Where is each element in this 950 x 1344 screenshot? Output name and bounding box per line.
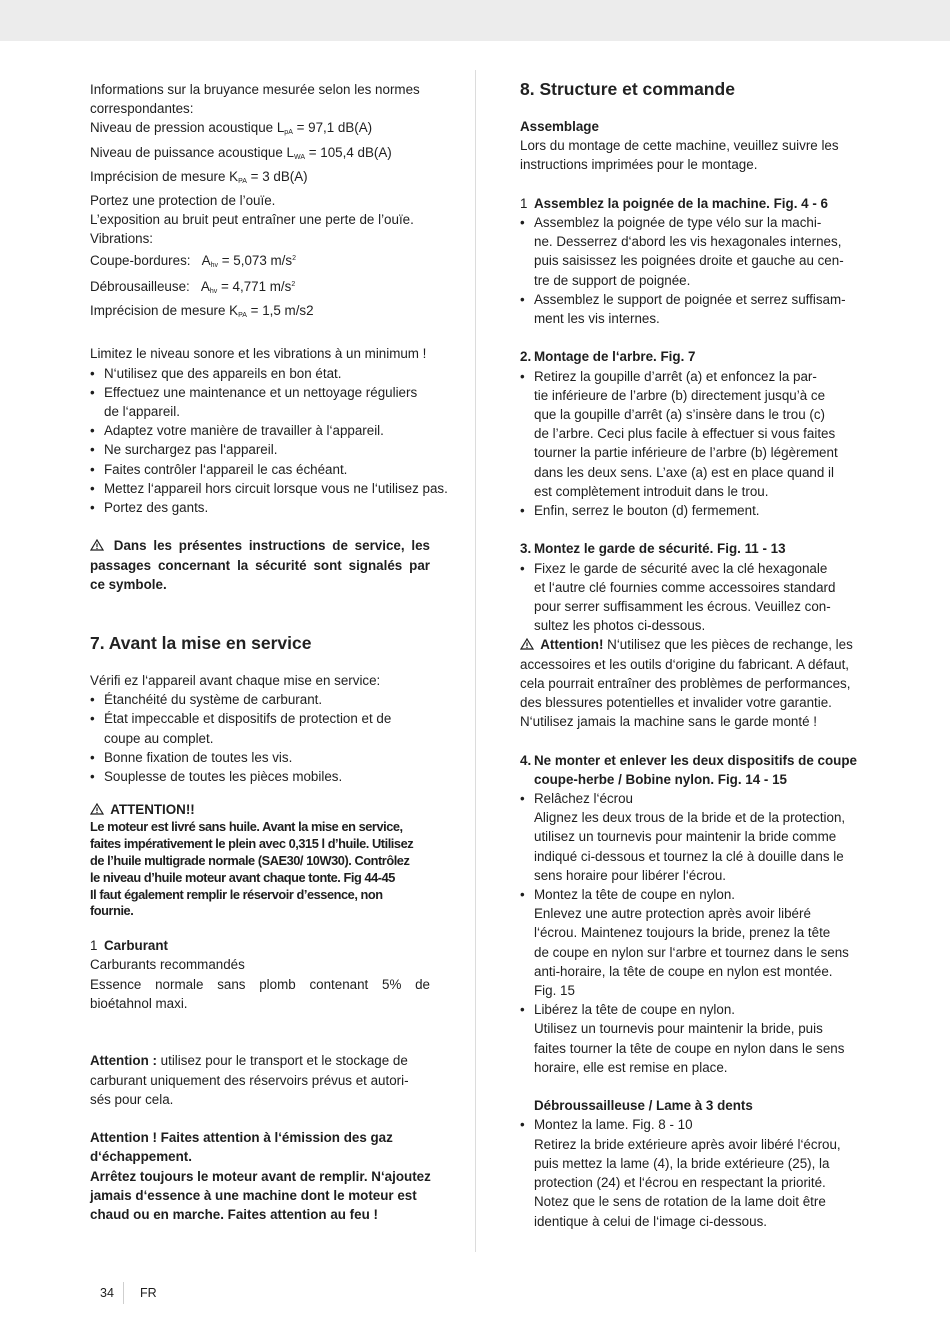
ear-protection: Portez une protection de l’ouïe.	[90, 193, 276, 209]
assembly-title: Assemblage	[520, 119, 599, 134]
list-item-continuation: est complètement introduit dans le trou.	[534, 483, 769, 499]
step-3-list	[520, 559, 860, 636]
list-item-continuation: puis saisissez les poignées droite et gauche au cen-	[534, 253, 844, 269]
list-item-text: • Assemblez le support de poignée et serrez suffisam-	[520, 290, 860, 309]
noise-intro	[90, 80, 430, 118]
list-item-continuation: tourner la partie inférieure de l’arbre (b) légèrement	[534, 445, 838, 461]
text-line: Informations sur la bruyance mesurée selon les normes	[90, 82, 420, 97]
list-item	[90, 748, 430, 767]
list-item	[520, 501, 860, 520]
list-item	[90, 421, 430, 440]
list-item	[520, 213, 860, 290]
vibration-trimmer: Coupe-bordures: $A_{hv} = 5,073$ $m/s^2$	[90, 252, 296, 269]
list-item-text: • Adaptez votre manière de travailler à l‘appareil.	[90, 421, 430, 440]
list-item-continuation: pour serrer suffisamment les écrous. Veuillez con-	[534, 599, 831, 615]
text-line: le niveau d’huile moteur avant chaque tonte. Fig 44-45	[90, 869, 395, 885]
list-item-continuation: Fig. 15	[534, 983, 575, 999]
list-item-text: • Enfin, serrez le bouton (d) fermement.	[520, 501, 860, 520]
text-line: d‘échappement.	[90, 1149, 192, 1165]
list-item-text: • Portez des gants.	[90, 498, 430, 517]
list-item	[520, 789, 860, 885]
text-line: Attention ! Faites attention à l‘émission des gaz	[90, 1130, 393, 1146]
list-item-continuation: sultez les photos ci-dessous.	[534, 618, 706, 634]
left-column	[90, 80, 448, 1224]
list-item-continuation: de l‘appareil.	[104, 404, 180, 420]
column-divider	[475, 70, 476, 1252]
list-item-continuation: faites tourner la tête de coupe en nylon dans le sens	[534, 1040, 845, 1056]
list-item-text: • Montez la tête de coupe en nylon.	[520, 885, 860, 904]
vibrations-label: Vibrations:	[90, 231, 154, 247]
section-7-title: 7. Avant la mise en service	[90, 633, 312, 654]
assembly-text	[520, 136, 860, 174]
list-item-continuation: dans les deux sens. L’axe (a) est en place quand il	[534, 464, 834, 480]
list-item	[520, 885, 860, 1000]
sound-pressure-level: Niveau de pression acoustique $L_{pA} = 97,1$ dB(A)	[90, 120, 373, 137]
list-item-continuation: puis mettez la lame (4), la bride extérieure (25), la	[534, 1155, 830, 1171]
text-line: correspondantes:	[90, 101, 194, 117]
text-line: Lors du montage de cette machine, veuillez suivre les	[520, 138, 839, 154]
list-item	[90, 440, 430, 459]
list-item	[520, 1000, 860, 1077]
list-item-continuation: identique à celui de l‘image ci-dessous.	[534, 1213, 767, 1229]
list-item-continuation: l‘écrou. Maintenez toujours la bride, prenez la tête	[534, 925, 831, 941]
vibration-brushcutter: Débrousailleuse: $A_{hv} = 4,771$ $m/s^2$	[90, 278, 296, 295]
list-item-text: • Effectuez une maintenance et un nettoyage réguliers	[90, 383, 430, 402]
top-band	[0, 0, 950, 41]
step-4-list	[520, 789, 860, 1077]
noise-uncertainty: Imprécision de mesure $K_{PA} = 3$ dB(A)	[90, 168, 308, 185]
fuel-bioethanol: bioétahnol maxi.	[90, 995, 188, 1011]
list-item	[90, 709, 430, 747]
warning-triangle-icon	[520, 638, 534, 650]
page-number: 34	[100, 1286, 114, 1300]
list-item-continuation: Alignez les deux trous de la bride et de la protection,	[534, 810, 846, 826]
list-item-text: • Montez la lame. Fig. 8 - 10	[520, 1115, 860, 1134]
list-item-text: • État impeccable et dispositifs de protection et de	[90, 709, 430, 728]
list-item	[520, 290, 860, 328]
list-item	[90, 479, 448, 498]
text-line: jamais d‘essence à une machine dont le moteur est	[90, 1187, 417, 1203]
step-1-heading: 1 Assemblez la poignée de la machine. Fig. 4 - 6	[520, 195, 828, 211]
sound-power-level: Niveau de puissance acoustique $L_{WA} = 105,4$ dB(A)	[90, 144, 392, 161]
list-item-text: • Relâchez l‘écrou	[520, 789, 860, 808]
list-item-continuation: Retirez la bride extérieure après avoir libéré l‘écrou,	[534, 1136, 841, 1152]
warning-triangle-icon	[90, 539, 104, 551]
transport-note: Attention : utilisez pour le transport et le stockage de carburant uniquement des réservoirs prévus et autori- sés pour cela.	[90, 1053, 409, 1107]
list-item	[90, 460, 430, 479]
list-item	[90, 498, 430, 517]
step-2-heading: 2. Montage de l‘arbre. Fig. 7	[520, 349, 696, 365]
blade-list	[520, 1115, 860, 1230]
list-item	[520, 559, 860, 636]
list-item-continuation: tre de support de poignée.	[534, 272, 691, 288]
text-line: fournie.	[90, 903, 134, 919]
warning-triangle-icon	[90, 803, 104, 815]
right-column	[520, 80, 860, 1231]
list-item-continuation: utilisez un tournevis pour maintenir la bride comme	[534, 829, 837, 845]
blade-title: Débroussailleuse / Lame à 3 dents	[534, 1098, 753, 1114]
list-item	[90, 767, 430, 786]
fuel-heading: 1 Carburant	[90, 938, 168, 954]
step-4-heading: 4. Ne monter et enlever les deux dispositifs de coupe coupe-herbe / Bobine nylon. Fig. 14 - 15	[520, 752, 857, 787]
text-line: Il faut également remplir le réservoir d’essence, non	[90, 886, 383, 902]
list-item-continuation: indiqué ci-dessous et tournez la clé à douille dans le	[534, 848, 844, 864]
limit-intro: Limitez le niveau sonore et les vibrations à un minimum !	[90, 346, 427, 362]
text-line: Le moteur est livré sans huile. Avant la mise en service,	[90, 819, 403, 835]
limit-list	[90, 364, 448, 518]
safety-note: Dans les présentes instructions de service, les passages concernant la sécurité sont signalés par ce symbole.	[90, 538, 430, 592]
list-item-text: • Retirez la goupille d’arrêt (a) et enfoncez la par-	[520, 367, 860, 386]
list-item	[90, 364, 430, 383]
vibration-uncertainty: Imprécision de mesure $K_{PA} = 1,5$ m/s2	[90, 303, 314, 320]
list-item-continuation: ne. Desserrez d‘abord les vis hexagonales internes,	[534, 234, 842, 250]
attention-title: ATTENTION!!	[90, 800, 430, 819]
list-item-text: • Libérez la tête de coupe en nylon.	[520, 1000, 860, 1019]
list-item-text: • Souplesse de toutes les pièces mobiles.	[90, 767, 430, 786]
list-item-continuation: que la goupille d’arrêt (a) s’insère dans le trou (c)	[534, 407, 826, 423]
list-item-continuation: protection (24) et l‘écrou en respectant la priorité.	[534, 1175, 826, 1191]
list-item-text: • Ne surchargez pas l‘appareil.	[90, 440, 430, 459]
fuel-type: Essence normale sans plomb contenant 5% de	[90, 976, 430, 992]
check-intro: Vérifi ez l‘appareil avant chaque mise en service:	[90, 673, 381, 689]
fuel-recommended: Carburants recommandés	[90, 957, 245, 973]
list-item-continuation: de l’arbre. Ceci plus facile à effectuer si vous faites	[534, 426, 836, 442]
list-item-text: • Mettez l‘appareil hors circuit lorsque vous ne l‘utilisez pas.	[90, 479, 430, 498]
step-2-list	[520, 367, 860, 521]
step-1-list	[520, 213, 860, 328]
language-code: FR	[140, 1286, 157, 1300]
list-item-continuation: anti-horaire, la tête de coupe en nylon est montée.	[534, 963, 833, 979]
list-item	[90, 383, 430, 421]
list-item-continuation: et l‘autre clé fournies comme accessoires standard	[534, 579, 836, 595]
list-item-continuation: sens horaire pour libérer l‘écrou.	[534, 867, 727, 883]
list-item-text: • Faites contrôler l‘appareil le cas échéant.	[90, 460, 430, 479]
text-line: Arrêtez toujours le moteur avant de remplir. N‘ajoutez	[90, 1168, 431, 1184]
list-item-text: • Fixez le garde de sécurité avec la clé hexagonale	[520, 559, 860, 578]
footer-separator	[123, 1282, 124, 1304]
text-line: instructions imprimées pour le montage.	[520, 157, 758, 173]
text-line: chaud ou en marche. Faites attention au feu !	[90, 1207, 378, 1223]
list-item-continuation: Notez que le sens de rotation de la lame doit être	[534, 1194, 826, 1210]
list-item-text: • N‘utilisez que des appareils en bon état.	[90, 364, 430, 383]
list-item-continuation: de coupe en nylon sur l‘arbre et tournez dans le sens	[534, 944, 849, 960]
list-item	[520, 367, 860, 501]
step-3-heading: 3. Montez le garde de sécurité. Fig. 11 - 13	[520, 541, 786, 557]
text-line: faites impérativement le plein avec 0,315 l d’huile. Utilisez	[90, 836, 414, 852]
list-item-continuation: horaire, elle est remise en place.	[534, 1059, 728, 1075]
list-item-continuation: Utilisez un tournevis pour maintenir la bride, puis	[534, 1021, 823, 1037]
step-3-attention: Attention! N‘utilisez que les pièces de rechange, les accessoires et les outils d‘origine du fabricant. A défaut, cela pourrait entraîner des problèmes de performances, des blessures potentielles et invalider votre garantie. N‘utilisez jamais la machine sans le garde monté !	[520, 637, 853, 730]
check-list	[90, 690, 430, 786]
section-8-title: 8. Structure et commande	[520, 79, 735, 99]
list-item-continuation: tie inférieure de l’arbre (b) directement jusqu’à ce	[534, 387, 826, 403]
text-line: de l’huile multigrade normale (SAE30/ 10W30). Contrôlez	[90, 853, 410, 869]
list-item-continuation: ment les vis internes.	[534, 311, 660, 327]
list-item	[90, 690, 430, 709]
list-item-text: • Étanchéité du système de carburant.	[90, 690, 430, 709]
attention-oil-text	[90, 819, 430, 920]
list-item	[520, 1115, 860, 1230]
list-item-continuation: Enlevez une autre protection après avoir libéré	[534, 906, 811, 922]
list-item-text: • Bonne fixation de toutes les vis.	[90, 748, 430, 767]
list-item-text: • Assemblez la poignée de type vélo sur la machi-	[520, 213, 860, 232]
list-item-continuation: coupe au complet.	[104, 730, 214, 746]
exhaust-warning	[90, 1128, 430, 1224]
noise-risk: L’exposition au bruit peut entraîner une perte de l’ouïe.	[90, 212, 414, 228]
